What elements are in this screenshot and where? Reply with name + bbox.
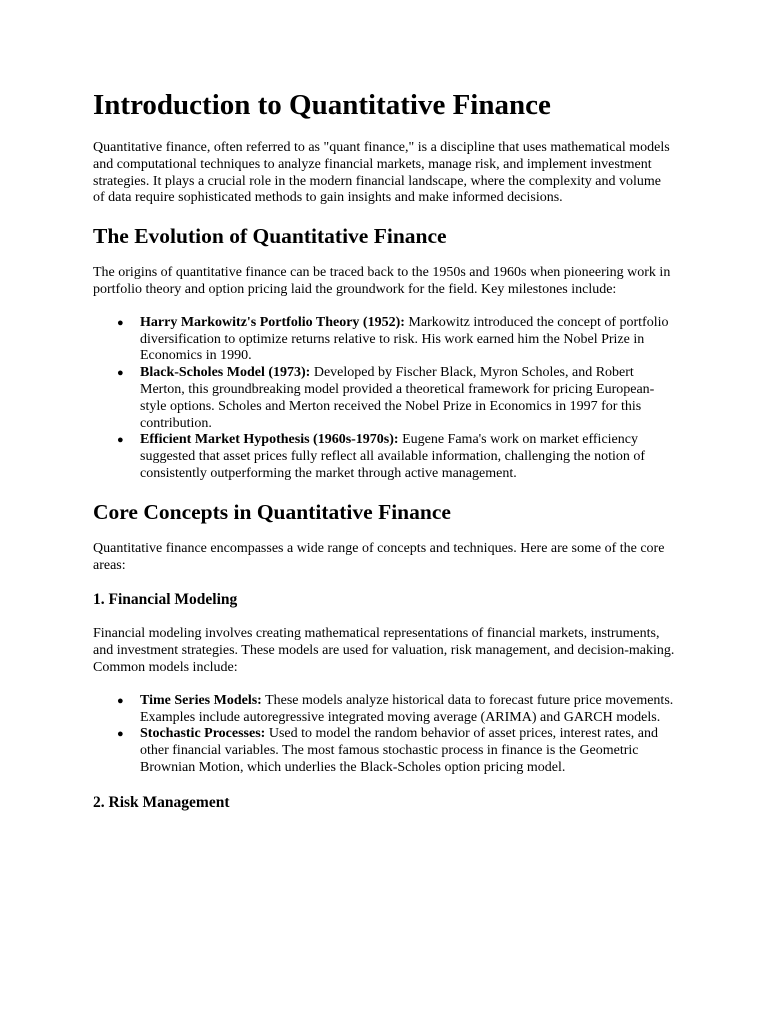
financial-modeling-heading: 1. Financial Modeling [93, 591, 238, 609]
list-item-term: Efficient Market Hypothesis (1960s-1970s): [140, 432, 399, 448]
list-item-term: Harry Markowitz's Portfolio Theory (1952): [140, 314, 405, 330]
risk-management-heading: 2. Risk Management [93, 793, 230, 811]
financial-modeling-paragraph: Financial modeling involves creating mathematical representations of financial markets, instruments, and investment strategies. These models are used for valuation, risk management, and decision-making. Common models include: [93, 626, 675, 675]
list-item [117, 314, 676, 365]
evolution-heading: The Evolution of Quantitative Finance [93, 224, 447, 249]
models-list [93, 693, 676, 777]
list-item-desc: Used to model the random behavior of asset prices, interest rates, and other financial variables. The most famous stochastic process in finance is the Geometric Brownian Motion, which underlies the Black-Scholes option pricing model. [140, 726, 658, 775]
page-title: Introduction to Quantitative Finance [93, 89, 551, 121]
list-item-desc: Markowitz introduced the concept of portfolio diversification to optimize returns relative to risk. His work earned him the Nobel Prize in Economics in 1990. [140, 314, 669, 364]
list-item-desc: Developed by Fischer Black, Myron Scholes, and Robert Merton, this groundbreaking model provided a theoretical framework for pricing European-style options. Scholes and Merton received the Nobel Prize in Economics in 1997 for this contribution. [140, 365, 655, 431]
bullet-icon: ● [117, 316, 124, 329]
bullet-icon: ● [117, 728, 124, 741]
list-item-desc: These models analyze historical data to forecast future price movements. Examples include autoregressive integrated moving average (ARIMA) and GARCH models. [140, 692, 674, 725]
list-item-term: Black-Scholes Model (1973): [140, 365, 311, 381]
list-item-desc: Eugene Fama's work on market efficiency suggested that asset prices fully reflect all available information, challenging the notion of consistently outperforming the market through active management. [140, 432, 646, 481]
evolution-paragraph: The origins of quantitative finance can be traced back to the 1950s and 1960s when pioneering work in portfolio theory and option pricing laid the groundwork for the field. Key milestones include: [93, 265, 671, 297]
core-concepts-heading: Core Concepts in Quantitative Finance [93, 499, 451, 524]
list-item [117, 692, 676, 727]
milestones-list [93, 315, 676, 483]
bullet-icon: ● [117, 367, 124, 380]
list-item [117, 432, 676, 482]
list-item-term: Time Series Models: [140, 692, 262, 708]
list-item [117, 726, 676, 776]
core-concepts-paragraph: Quantitative finance encompasses a wide range of concepts and techniques. Here are some of the core areas: [93, 540, 665, 573]
bullet-icon: ● [117, 434, 124, 447]
intro-paragraph: Quantitative finance, often referred to as "quant finance," is a discipline that uses mathematical models and computational techniques to analyze financial markets, manage risk, and implement investment strategies. It plays a crucial role in the modern financial landscape, where the complexity and volume of data require sophisticated methods to gain insights and make informed decisions. [93, 140, 670, 206]
list-item [117, 365, 676, 432]
list-item-term: Stochastic Processes: [140, 726, 266, 742]
bullet-icon: ● [117, 694, 124, 707]
